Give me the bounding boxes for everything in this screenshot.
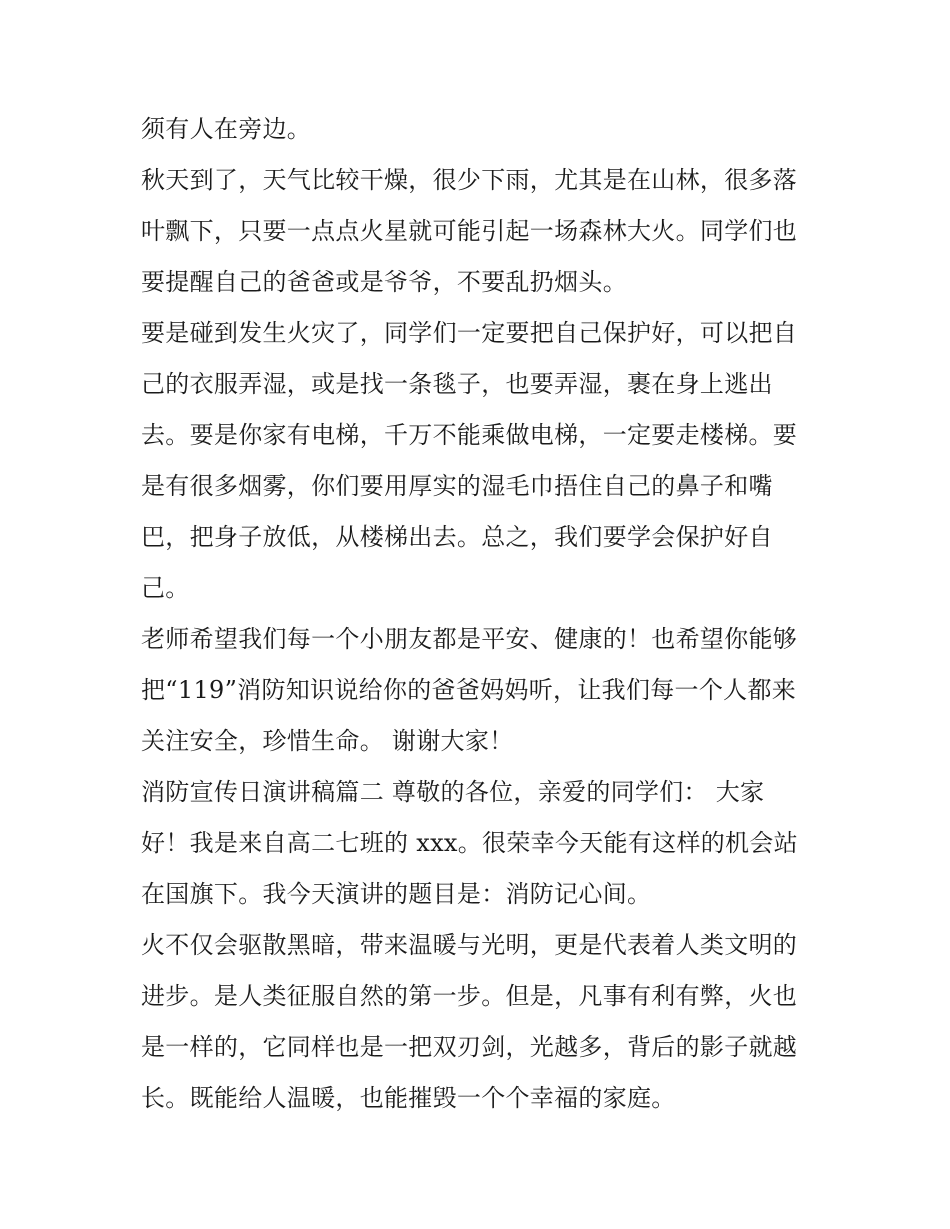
text-line: 要提醒自己的爸爸或是爷爷，不要乱扔烟头。: [141, 268, 627, 296]
text-line: 是一样的，它同样也是一把双刃剑，光越多，背后的影子就越: [141, 1033, 798, 1061]
text-line: 好！我是来自高二七班的 xxx。很荣幸今天能有这样的机会站: [141, 829, 798, 857]
text-line: 把“119”消防知识说给你的爸爸妈妈听，让我们每一个人都来: [141, 676, 797, 704]
text-line: 去。要是你家有电梯，千万不能乘做电梯，一定要走楼梯。要: [141, 421, 798, 449]
text-line: 须有人在旁边。: [141, 115, 312, 143]
text-line: 己的衣服弄湿，或是找一条毯子，也要弄湿，裹在身上逃出: [141, 370, 773, 398]
text-line: 叶飘下，只要一点点火星就可能引起一场森林大火。同学们也: [141, 217, 798, 245]
text-line: 秋天到了，天气比较干燥，很少下雨，尤其是在山林，很多落: [141, 166, 798, 194]
text-line: 火不仅会驱散黑暗，带来温暖与光明，更是代表着人类文明的: [141, 931, 798, 959]
text-line: 巴，把身子放低，从楼梯出去。总之，我们要学会保护好自: [141, 523, 773, 551]
text-line: 要是碰到发生火灾了，同学们一定要把自己保护好，可以把自: [141, 319, 798, 347]
text-line: 关注安全，珍惜生命。 谢谢大家！: [141, 727, 514, 755]
text-line: 消防宣传日演讲稿篇二 尊敬的各位，亲爱的同学们： 大家: [141, 778, 765, 806]
text-line: 在国旗下。我今天演讲的题目是：消防记心间。: [141, 880, 652, 908]
text-line: 己。: [141, 574, 190, 602]
text-line: 进步。是人类征服自然的第一步。但是，凡事有利有弊，火也: [141, 982, 798, 1010]
text-line: 长。既能给人温暖，也能摧毁一个个幸福的家庭。: [141, 1084, 676, 1112]
text-line: 是有很多烟雾，你们要用厚实的湿毛巾捂住自己的鼻子和嘴: [141, 472, 773, 500]
text-line: 老师希望我们每一个小朋友都是平安、健康的！也希望你能够: [141, 625, 798, 653]
